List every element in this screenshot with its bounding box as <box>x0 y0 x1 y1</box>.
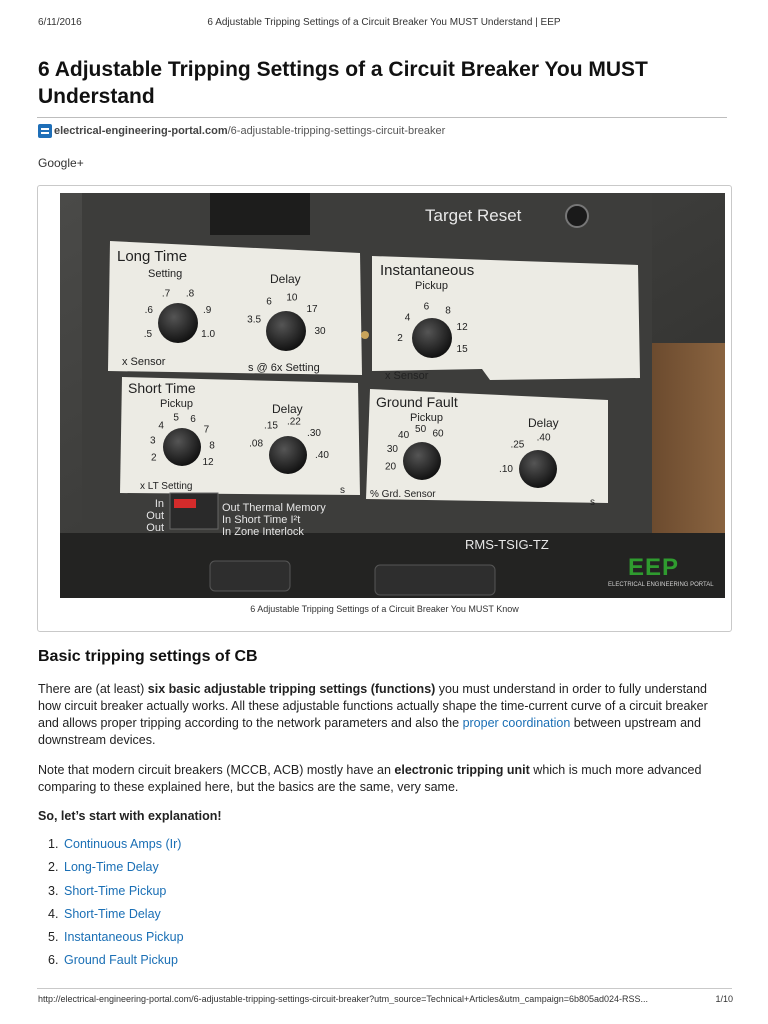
list-item: 1. Continuous Amps (Ir) <box>48 837 182 851</box>
dial-tick-label: 60 <box>432 428 444 440</box>
dial-tick-label: 2 <box>151 452 157 464</box>
list-item: 4. Short-Time Delay <box>48 906 161 921</box>
list-item: 3. Short-Time Pickup <box>48 883 167 898</box>
dial-tick-label: .7 <box>161 288 171 300</box>
short-time-delay-unit: s <box>340 485 345 496</box>
short-time-pickup-knob <box>163 428 201 466</box>
bottom-divider <box>37 988 732 991</box>
reset-button <box>566 205 588 227</box>
short-time-pickup-label: Pickup <box>160 398 194 410</box>
dial-tick-label: .8 <box>185 288 195 300</box>
long-time-setting-label: Setting <box>148 268 183 280</box>
figure-caption: 6 Adjustable Tripping Settings of a Circuit Breaker You MUST Know <box>250 604 519 614</box>
section-heading: Basic tripping settings of CB <box>38 648 258 665</box>
dial-tick-label: .10 <box>499 464 513 475</box>
dial-tick-label: 50 <box>415 424 427 435</box>
dial-tick-label: 3 <box>150 435 156 447</box>
ground-fault-pickup-link[interactable]: Ground Fault Pickup <box>64 953 178 968</box>
dial-tick-label: 12 <box>456 322 468 334</box>
ground-fault-delay-label: Delay <box>528 416 559 430</box>
dial-tick-label: 2 <box>397 333 403 344</box>
list-item: 5. Instantaneous Pickup <box>48 930 184 945</box>
dial-tick-label: .22 <box>286 416 301 428</box>
instantaneous-plate <box>372 256 640 382</box>
dial-tick-label: .40 <box>536 432 551 444</box>
short-time-plate <box>120 377 360 496</box>
dial-tick-label: 6 <box>190 414 196 426</box>
circuit-breaker-trip-unit-photo <box>60 193 725 598</box>
short-time-delay-knob <box>269 436 307 474</box>
ground-fault-delay-knob <box>519 450 557 488</box>
list-item: 6. Ground Fault Pickup <box>48 953 178 968</box>
dial-tick-label: 7 <box>203 424 210 436</box>
note-bold: electronic tripping unit <box>394 763 530 777</box>
dial-tick-label: 12 <box>202 457 214 468</box>
print-url: http://electrical-engineering-portal.com/6-adjustable-tripping-settings-circuit-breaker?utm_source=Technical+Articles&utm_campaign=6b805ad024-RSS... <box>38 994 649 1004</box>
print-doc-title: 6 Adjustable Tripping Settings of a Circuit Breaker You MUST Understand | EEP <box>207 17 561 28</box>
source-line[interactable] <box>38 124 445 138</box>
dial-tick-label: .15 <box>264 420 278 432</box>
switch-label: Out <box>146 522 164 534</box>
target-reset-label: Target Reset <box>425 206 522 225</box>
switch-label: In <box>154 498 164 510</box>
ground-fault-delay-unit: s <box>590 497 595 508</box>
switch-label: Out Thermal Memory <box>222 502 326 514</box>
title-divider <box>37 117 727 118</box>
page-number: 1/10 <box>715 994 733 1004</box>
source-path[interactable]: /6-adjustable-tripping-settings-circuit-breaker <box>227 125 446 137</box>
dial-tick-label: .6 <box>144 305 153 316</box>
article-title: 6 Adjustable Tripping Settings of a Circuit Breaker You MUST Understand <box>38 58 648 108</box>
dial-tick-label: 17 <box>306 304 318 316</box>
long-time-delay-link[interactable]: Long-Time Delay <box>64 860 159 875</box>
dial-tick-label: .08 <box>249 438 264 450</box>
short-time-setting-label: x LT Setting <box>140 481 193 492</box>
dial-tick-label: 30 <box>314 326 326 337</box>
long-time-led <box>361 331 369 339</box>
dial-tick-label: 6 <box>423 301 430 313</box>
dial-tick-label: 1.0 <box>201 328 216 340</box>
dial-tick-label: 8 <box>445 305 451 317</box>
long-time-sensor-label: x Sensor <box>122 356 166 368</box>
svg-text:EEP: EEP <box>628 554 680 581</box>
ground-fault-sensor-label: % Grd. Sensor <box>370 489 436 500</box>
note-text-start: Note that modern circuit breakers (MCCB, ACB) mostly have an <box>38 763 395 777</box>
intro-text-start: There are (at least) <box>38 682 148 696</box>
dial-tick-label: .25 <box>510 439 525 451</box>
dial-tick-label: 4 <box>404 312 411 324</box>
instantaneous-sensor-label: x Sensor <box>385 370 429 382</box>
dial-tick-label: 4 <box>158 420 164 432</box>
intro-paragraph <box>38 681 728 749</box>
dial-tick-label: .5 <box>143 328 153 340</box>
site-list-icon <box>38 124 52 138</box>
long-time-plate <box>108 241 369 375</box>
note-text-end: which is much more advanced comparing to these explained here, but the basics are the same, very same. <box>38 763 702 794</box>
connector-left <box>210 561 290 591</box>
dial-tick-label: .40 <box>315 450 329 461</box>
long-time-delay-label: Delay <box>270 272 301 286</box>
instantaneous-pickup-label: Pickup <box>415 280 449 292</box>
print-date: 6/11/2016 <box>38 17 82 28</box>
intro-bold: six basic adjustable tripping settings (functions) <box>147 682 436 696</box>
continuous-amps-link[interactable]: Continuous Amps (Ir) <box>64 837 182 851</box>
dial-tick-label: 3.5 <box>247 314 262 326</box>
dial-tick-label: .9 <box>203 305 212 316</box>
print-footer <box>0 994 768 1008</box>
dial-tick-label: 8 <box>209 440 215 452</box>
switch-label: Out <box>146 510 164 522</box>
dial-tick-label: 5 <box>173 412 179 424</box>
switch-label: In Zone Interlock <box>222 526 304 538</box>
google-plus-link[interactable]: Google+ <box>38 156 84 170</box>
dial-tick-label: 6 <box>266 296 272 308</box>
model-label: RMS-TSIG-TZ <box>465 537 549 552</box>
source-domain[interactable]: electrical-engineering-portal.com <box>54 125 228 137</box>
dial-tick-label: 40 <box>398 429 410 441</box>
long-time-delay-knob <box>266 311 306 351</box>
article-figure <box>37 185 732 632</box>
instantaneous-title: Instantaneous <box>380 262 475 279</box>
note-paragraph <box>38 762 728 796</box>
svg-text:ELECTRICAL ENGINEERING PORTAL: ELECTRICAL ENGINEERING PORTAL <box>608 582 714 588</box>
ground-fault-plate <box>366 389 608 508</box>
lead-in-paragraph: So, let’s start with explanation! <box>38 809 222 823</box>
short-time-delay-link[interactable]: Short-Time Delay <box>64 906 161 921</box>
short-time-delay-label: Delay <box>272 402 303 416</box>
settings-list <box>48 836 184 976</box>
connector-right <box>375 565 495 595</box>
dial-tick-label: 20 <box>384 461 397 473</box>
intro-text-mid: you must understand in order to fully understand how circuit breaker actually works. All these adjustable functions actually shape the time-current curve of a circuit breaker and allows proper tripping according to the network parameters and also the <box>38 682 708 730</box>
switch-label: In Short Time I²t <box>222 514 301 526</box>
ground-fault-pickup-label: Pickup <box>410 412 444 424</box>
ground-fault-title: Ground Fault <box>376 394 458 410</box>
long-time-setting-knob <box>158 303 198 343</box>
proper-coordination-link[interactable]: proper coordination <box>462 716 571 730</box>
instantaneous-knob <box>412 318 452 358</box>
dip-switch <box>170 493 218 529</box>
long-time-title: Long Time <box>117 248 188 265</box>
dial-tick-label: .30 <box>307 428 321 440</box>
print-header <box>0 17 768 31</box>
dial-tick-label: 15 <box>456 343 468 355</box>
short-time-title: Short Time <box>128 380 196 396</box>
ground-fault-pickup-knob <box>403 442 441 480</box>
instantaneous-pickup-link[interactable]: Instantaneous Pickup <box>64 930 184 945</box>
dial-tick-label: 30 <box>386 443 398 455</box>
intro-text-end: between upstream and downstream devices. <box>38 716 701 747</box>
dip-switch-red-toggle <box>174 499 196 508</box>
short-time-pickup-link[interactable]: Short-Time Pickup <box>64 883 167 898</box>
long-time-delay-unit: s @ 6x Setting <box>248 362 320 374</box>
list-item: 2. Long-Time Delay <box>48 860 159 875</box>
top-slot <box>210 193 310 235</box>
dial-tick-label: 10 <box>286 292 298 304</box>
